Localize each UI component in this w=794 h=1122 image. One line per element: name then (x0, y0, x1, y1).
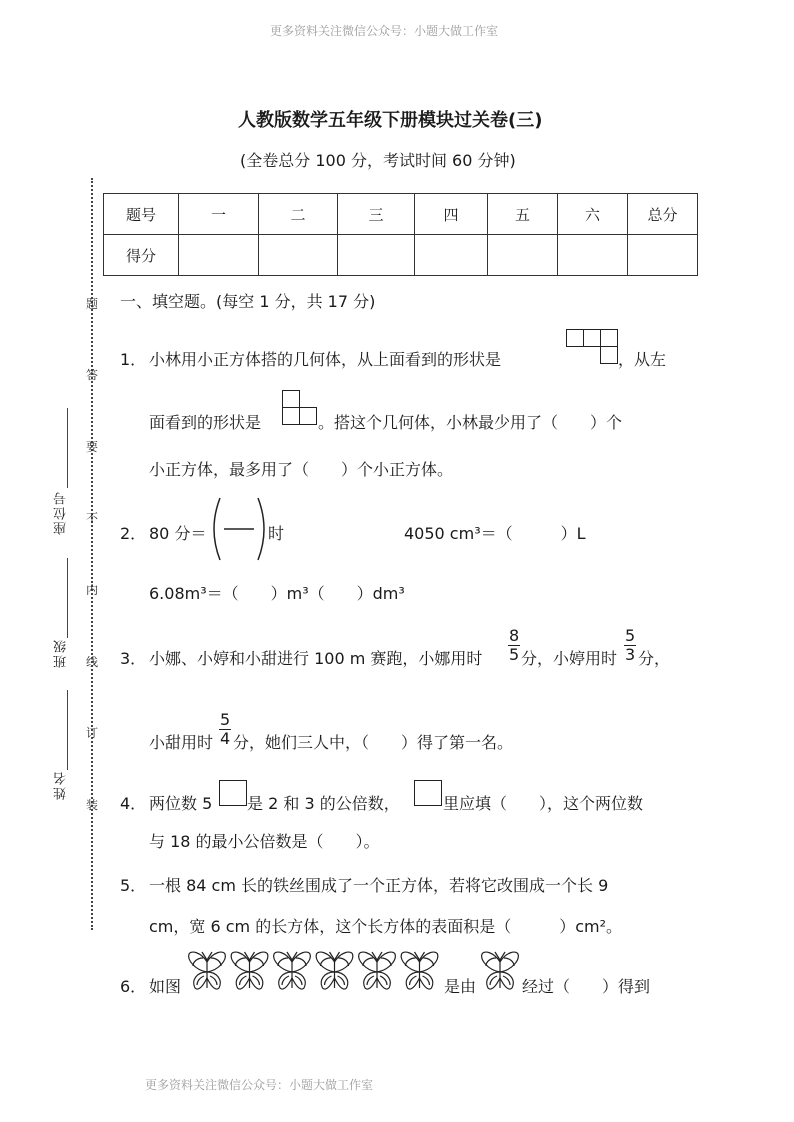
bottom-watermark: 更多资料关注微信公众号：小题大做工作室 (145, 1078, 374, 1092)
table-header-cell: 六 (558, 194, 628, 235)
question-number: 1． (120, 350, 147, 369)
fraction-denominator: 3 (625, 645, 636, 664)
page-subtitle: (全卷总分 100 分，考试时间 60 分钟) (240, 151, 516, 170)
question-number: 2． (120, 524, 147, 543)
butterfly-icon (401, 952, 438, 989)
q2-part-c-text: 6.08m³＝（ ）m³（ ）dm³ (149, 584, 405, 603)
binding-char: 装 (85, 798, 98, 812)
q4-text-line1c: 里应填（ ），这个两位数 (443, 794, 644, 813)
binding-char: 要 (85, 440, 98, 454)
q2-part-a-text: 80 分＝ (149, 524, 207, 543)
binding-dotted-line (91, 178, 93, 930)
q3-text-line1c: 分， (638, 649, 671, 668)
table-header-cell: 四 (415, 194, 488, 235)
binding-char: 答 (85, 368, 98, 382)
fraction-numerator: 8 (509, 626, 520, 645)
fraction-denominator: 5 (509, 645, 520, 664)
q1-text-line2a: 面看到的形状是 (149, 413, 262, 432)
q5-text-line2: cm，宽 6 cm 的长方体，这个长方体的表面积是（ ）cm²。 (149, 917, 623, 936)
q3-text-line2a: 小甜用时 (149, 733, 214, 752)
name-field[interactable] (67, 690, 68, 770)
section-heading: 一、填空题。(每空 1 分，共 17 分) (120, 292, 376, 311)
digit-blank-box[interactable] (219, 780, 247, 806)
fraction-xiaona (508, 627, 520, 664)
digit-blank-box (414, 780, 442, 806)
fraction-numerator: 5 (220, 710, 231, 729)
fraction-denominator: 4 (220, 729, 231, 748)
fraction-blank[interactable] (210, 496, 268, 562)
name-label: 姓名 (54, 770, 69, 800)
table-header-cell: 三 (338, 194, 415, 235)
table-header-cell: 总分 (628, 194, 698, 235)
score-cell[interactable] (259, 235, 338, 276)
q3-text-line2b: 分，她们三人中，（ ）得了第一名。 (233, 733, 514, 752)
q2-part-a-unit: 时 (268, 524, 285, 543)
binding-char: 订 (85, 726, 98, 740)
table-header-cell: 一 (179, 194, 259, 235)
question-number: 5． (120, 876, 147, 895)
butterfly-icon (480, 950, 520, 994)
score-cell[interactable] (558, 235, 628, 276)
score-table (103, 193, 698, 276)
butterfly-single-drawing (480, 950, 520, 994)
fraction-xiaotian (219, 711, 231, 748)
q6-text-c: 经过（ ）得到 (522, 977, 651, 996)
butterfly-icon (274, 952, 311, 989)
q1-text-line1b: ，从左 (618, 350, 667, 369)
class-label: 班级 (54, 638, 69, 668)
butterfly-icon (316, 952, 353, 989)
q5-text-line1: 一根 84 cm 长的铁丝围成了一个正方体，若将它改围成一个长 9 (149, 876, 609, 895)
score-table-header-row (104, 194, 698, 235)
page-title: 人教版数学五年级下册模块过关卷(三) (238, 110, 543, 131)
fraction-blank-drawing (210, 496, 268, 562)
score-cell[interactable] (488, 235, 558, 276)
binding-char: 线 (85, 655, 98, 669)
top-watermark: 更多资料关注微信公众号：小题大做工作室 (270, 24, 499, 38)
butterfly-icon (189, 952, 226, 989)
table-header-cell: 二 (259, 194, 338, 235)
score-cell[interactable] (338, 235, 415, 276)
left-view-figure (282, 390, 318, 425)
q3-text-line1a: 小娜、小婷和小甜进行 100 m 赛跑，小娜用时 (149, 649, 483, 668)
score-cell[interactable] (179, 235, 259, 276)
fraction-numerator: 5 (625, 626, 636, 645)
table-header-cell: 题号 (104, 194, 179, 235)
score-cell[interactable] (628, 235, 698, 276)
q6-text-b: 是由 (444, 977, 477, 996)
binding-char: 题 (85, 297, 98, 311)
butterfly-sequence-figure (186, 950, 442, 994)
q1-text-line1a: 小林用小正方体搭的几何体，从上面看到的形状是 (149, 350, 502, 369)
q3-text-line1b: 分，小婷用时 (521, 649, 618, 668)
q4-text-line1a: 两位数 5 (149, 794, 213, 813)
fraction-xiaoting (624, 627, 636, 664)
butterfly-icon (231, 952, 268, 989)
score-cell[interactable] (415, 235, 488, 276)
binding-char: 内 (85, 583, 98, 597)
top-view-figure (566, 329, 618, 364)
binding-char: 不 (85, 511, 98, 525)
question-number: 6． (120, 977, 147, 996)
table-header-cell: 五 (488, 194, 558, 235)
q1-text-line3: 小正方体，最多用了（ ）个小正方体。 (149, 460, 454, 479)
q2-part-b-text: 4050 cm³＝（ ）L (404, 524, 586, 543)
butterfly-row-drawing (186, 950, 442, 994)
q4-text-line2: 与 18 的最小公倍数是（ ）。 (149, 832, 380, 851)
question-number: 3． (120, 649, 147, 668)
score-table-score-row (104, 235, 698, 276)
butterfly-icon (482, 952, 519, 989)
q4-text-line1b: 是 2 和 3 的公倍数， (247, 794, 400, 813)
seat-number-field[interactable] (67, 408, 68, 488)
score-row-label: 得分 (104, 235, 179, 276)
q1-text-line2b: 。搭这个几何体，小林最少用了（ ）个 (318, 413, 623, 432)
class-field[interactable] (67, 558, 68, 638)
q6-text-a: 如图 (149, 977, 182, 996)
seat-number-label: 座位号 (54, 490, 69, 535)
butterfly-icon (359, 952, 396, 989)
question-number: 4． (120, 794, 147, 813)
